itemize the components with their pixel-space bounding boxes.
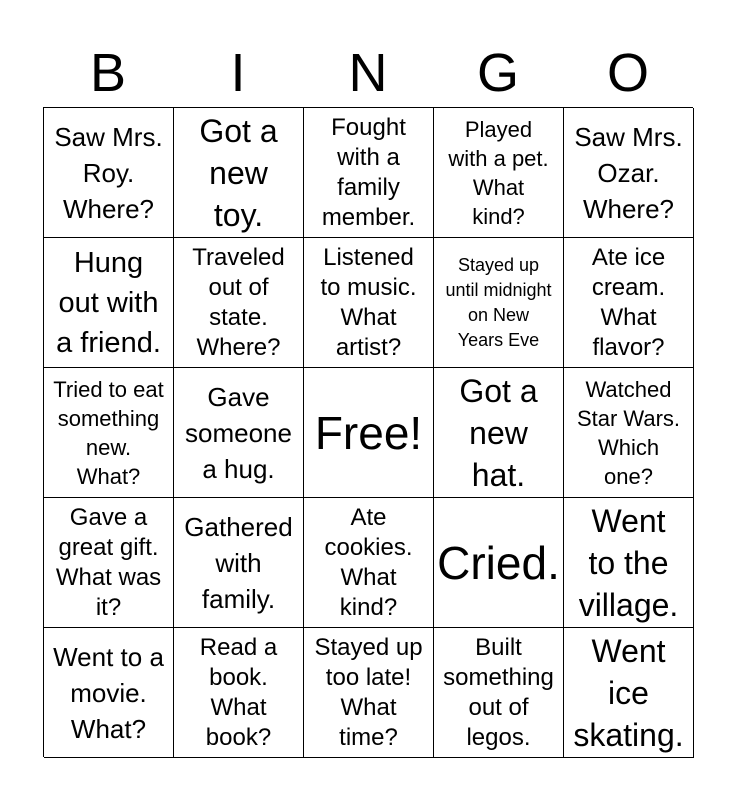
cell-text: Read a book. What book?: [199, 633, 278, 751]
bingo-cell[interactable]: [304, 498, 434, 628]
cell-text: Saw Mrs. Roy. Where?: [54, 121, 163, 224]
cell-text: Went to a movie. What?: [53, 641, 164, 744]
bingo-header: [43, 40, 693, 106]
bingo-cell[interactable]: [564, 108, 694, 238]
cell-text: Went to the village.: [578, 502, 679, 623]
cell-text: Went ice skating.: [573, 632, 684, 753]
cell-text: Played with a pet. What kind?: [448, 116, 549, 229]
cell-text: Free!: [314, 406, 423, 459]
bingo-cell[interactable]: [44, 628, 174, 758]
cell-text: Listened to music. What artist?: [320, 243, 417, 361]
cell-text: Built something out of legos.: [443, 633, 554, 751]
bingo-cell[interactable]: [44, 238, 174, 368]
bingo-cell[interactable]: [304, 108, 434, 238]
bingo-cell[interactable]: [434, 238, 564, 368]
bingo-cell[interactable]: [174, 238, 304, 368]
cell-text: Stayed up too late! What time?: [314, 633, 423, 751]
bingo-board: [43, 107, 693, 757]
cell-text: Gathered with family.: [184, 511, 293, 614]
bingo-cell[interactable]: [304, 238, 434, 368]
header-letter-o: O: [606, 43, 649, 103]
bingo-cell[interactable]: [564, 368, 694, 498]
cell-text: Stayed up until midnight on New Years Eve: [445, 254, 552, 350]
bingo-cell[interactable]: [174, 628, 304, 758]
bingo-cell[interactable]: [174, 108, 304, 238]
cell-text: Fought with a family member.: [321, 113, 416, 231]
cell-text: Traveled out of state. Where?: [192, 243, 285, 361]
cell-text: Hung out with a friend.: [56, 246, 161, 359]
bingo-cell[interactable]: [434, 368, 564, 498]
bingo-cell[interactable]: [44, 108, 174, 238]
bingo-cell[interactable]: [174, 368, 304, 498]
cell-text: Watched Star Wars. Which one?: [576, 376, 681, 489]
header-letter-b: B: [89, 43, 127, 103]
cell-text: Saw Mrs. Ozar. Where?: [574, 121, 683, 224]
free-space[interactable]: [304, 368, 434, 498]
bingo-cell[interactable]: [434, 628, 564, 758]
cell-text: Ate ice cream. What flavor?: [591, 243, 666, 361]
bingo-cell[interactable]: [304, 628, 434, 758]
cell-text: Gave a great gift. What was it?: [55, 503, 162, 621]
cell-text: Tried to eat something new. What?: [53, 376, 164, 489]
bingo-cell[interactable]: [44, 498, 174, 628]
header-letter-n: N: [348, 43, 388, 103]
bingo-cell[interactable]: [44, 368, 174, 498]
header-letter-g: G: [476, 43, 519, 103]
cell-text: Cried.: [437, 536, 560, 589]
bingo-cell[interactable]: [564, 498, 694, 628]
bingo-cell[interactable]: [564, 628, 694, 758]
bingo-cell[interactable]: [434, 108, 564, 238]
bingo-cell[interactable]: [174, 498, 304, 628]
bingo-cell[interactable]: [564, 238, 694, 368]
cell-text: Got a new toy.: [199, 112, 278, 233]
cell-text: Ate cookies. What kind?: [324, 503, 413, 621]
header-letter-i: I: [230, 43, 246, 103]
bingo-cell[interactable]: [434, 498, 564, 628]
cell-text: Got a new hat.: [459, 372, 538, 493]
cell-text: Gave someone a hug.: [185, 381, 292, 484]
